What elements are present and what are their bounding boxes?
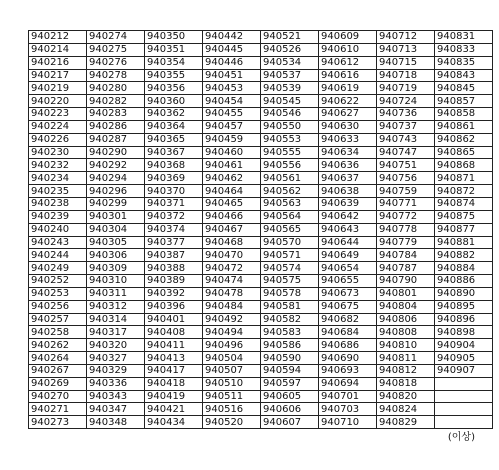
table-cell: 940446 (203, 56, 261, 69)
table-cell: 940520 (203, 416, 261, 429)
table-cell: 940586 (261, 339, 319, 352)
table-cell: 940262 (29, 339, 87, 352)
table-cell: 940286 (87, 120, 145, 133)
table-cell: 940347 (87, 403, 145, 416)
table-cell: 940238 (29, 197, 87, 210)
table-cell: 940314 (87, 313, 145, 326)
table-cell: 940455 (203, 108, 261, 121)
table-cell: 940327 (87, 352, 145, 365)
table-row (29, 377, 493, 390)
table-cell: 940808 (377, 326, 435, 339)
table-row (29, 43, 493, 56)
table-cell: 940890 (435, 287, 493, 300)
table-cell: 940413 (145, 352, 203, 365)
table-row (29, 352, 493, 365)
table-cell: 940896 (435, 313, 493, 326)
table-cell: 940712 (377, 31, 435, 44)
table-row (29, 339, 493, 352)
table-cell: 940224 (29, 120, 87, 133)
table-cell: 940875 (435, 210, 493, 223)
table-cell: 940256 (29, 300, 87, 313)
table-cell: 940271 (29, 403, 87, 416)
table-cell: 940299 (87, 197, 145, 210)
table-cell: 940616 (319, 69, 377, 82)
table-row (29, 133, 493, 146)
table-cell: 940418 (145, 377, 203, 390)
table-cell: 940470 (203, 249, 261, 262)
table-cell: 940419 (145, 390, 203, 403)
table-cell: 940756 (377, 172, 435, 185)
table-row (29, 108, 493, 121)
table-cell: 940612 (319, 56, 377, 69)
table-cell: 940280 (87, 82, 145, 95)
table-cell: 940310 (87, 275, 145, 288)
table-cell: 940607 (261, 416, 319, 429)
table-cell: 940362 (145, 108, 203, 121)
table-cell: 940454 (203, 95, 261, 108)
table-cell: 940243 (29, 236, 87, 249)
table-row (29, 56, 493, 69)
table-cell: 940546 (261, 108, 319, 121)
table-cell: 940356 (145, 82, 203, 95)
table-cell: 940655 (319, 275, 377, 288)
table-cell: 940304 (87, 223, 145, 236)
table-cell: 940329 (87, 364, 145, 377)
table-cell: 940877 (435, 223, 493, 236)
table-cell: 940283 (87, 108, 145, 121)
table-cell: 940737 (377, 120, 435, 133)
table-cell: 940311 (87, 287, 145, 300)
table-cell: 940364 (145, 120, 203, 133)
table-cell: 940905 (435, 352, 493, 365)
table-cell: 940882 (435, 249, 493, 262)
table-cell: 940214 (29, 43, 87, 56)
table-cell: 940553 (261, 133, 319, 146)
table-cell: 940273 (29, 416, 87, 429)
table-cell: 940287 (87, 133, 145, 146)
table-cell: 940606 (261, 403, 319, 416)
table-row (29, 223, 493, 236)
table-cell: 940294 (87, 172, 145, 185)
table-cell: 940496 (203, 339, 261, 352)
table-cell: 940710 (319, 416, 377, 429)
table-cell: 940627 (319, 108, 377, 121)
table-cell: 940884 (435, 262, 493, 275)
table-cell: 940370 (145, 185, 203, 198)
table-row (29, 146, 493, 159)
table-cell: 940217 (29, 69, 87, 82)
table-row (29, 416, 493, 429)
table-cell: 940824 (377, 403, 435, 416)
table-cell: 940684 (319, 326, 377, 339)
table-cell: 940862 (435, 133, 493, 146)
table-cell: 940633 (319, 133, 377, 146)
table-cell: 940872 (435, 185, 493, 198)
table-cell: 940787 (377, 262, 435, 275)
table-cell: 940472 (203, 262, 261, 275)
table-cell: 940507 (203, 364, 261, 377)
table-cell: 940216 (29, 56, 87, 69)
table-cell: 940638 (319, 185, 377, 198)
table-cell: 940690 (319, 352, 377, 365)
table-cell: 940811 (377, 352, 435, 365)
table-cell: 940371 (145, 197, 203, 210)
table-cell: 940868 (435, 159, 493, 172)
table-cell: 940574 (261, 262, 319, 275)
table-cell: 940829 (377, 416, 435, 429)
table-cell: 940461 (203, 159, 261, 172)
table-row (29, 275, 493, 288)
table-cell: 940460 (203, 146, 261, 159)
table-cell: 940377 (145, 236, 203, 249)
table-cell: 940484 (203, 300, 261, 313)
table-cell: 940861 (435, 120, 493, 133)
table-cell: 940759 (377, 185, 435, 198)
table-cell: 940276 (87, 56, 145, 69)
table-row (29, 390, 493, 403)
table-cell: 940605 (261, 390, 319, 403)
table-cell: 940537 (261, 69, 319, 82)
table-cell: 940555 (261, 146, 319, 159)
table-cell: 940578 (261, 287, 319, 300)
table-cell: 940320 (87, 339, 145, 352)
table-cell: 940296 (87, 185, 145, 198)
table-cell: 940857 (435, 95, 493, 108)
table-cell: 940771 (377, 197, 435, 210)
table-cell: 940719 (377, 82, 435, 95)
table-cell: 940282 (87, 95, 145, 108)
table-cell: 940348 (87, 416, 145, 429)
table-cell: 940820 (377, 390, 435, 403)
table-cell: 940784 (377, 249, 435, 262)
table-cell: 940845 (435, 82, 493, 95)
table-cell: 940831 (435, 31, 493, 44)
table-cell: 940550 (261, 120, 319, 133)
table-cell: 940453 (203, 82, 261, 95)
table-cell: 940583 (261, 326, 319, 339)
table-cell: 940510 (203, 377, 261, 390)
table-cell: 940751 (377, 159, 435, 172)
table-cell: 940389 (145, 275, 203, 288)
table-body (29, 31, 493, 429)
table-cell: 940290 (87, 146, 145, 159)
table-cell: 940462 (203, 172, 261, 185)
table-cell: 940258 (29, 326, 87, 339)
table-row (29, 262, 493, 275)
table-cell: 940636 (319, 159, 377, 172)
table-cell: 940421 (145, 403, 203, 416)
table-cell: 940232 (29, 159, 87, 172)
table-cell: 940630 (319, 120, 377, 133)
table-cell: 940561 (261, 172, 319, 185)
table-cell: 940494 (203, 326, 261, 339)
table-cell: 940865 (435, 146, 493, 159)
table-cell: 940417 (145, 364, 203, 377)
table-cell: 940804 (377, 300, 435, 313)
table-cell: 940622 (319, 95, 377, 108)
table-row (29, 313, 493, 326)
table-cell: 940408 (145, 326, 203, 339)
table-row (29, 326, 493, 339)
table-cell: 940886 (435, 275, 493, 288)
table-cell: 940673 (319, 287, 377, 300)
table-cell: 940434 (145, 416, 203, 429)
table-cell: 940306 (87, 249, 145, 262)
table-cell: 940212 (29, 31, 87, 44)
table-cell: 940526 (261, 43, 319, 56)
table-cell (435, 377, 493, 390)
table-cell: 940235 (29, 185, 87, 198)
table-row (29, 69, 493, 82)
table-cell: 940309 (87, 262, 145, 275)
table-cell: 940564 (261, 210, 319, 223)
table-cell: 940278 (87, 69, 145, 82)
table-row (29, 210, 493, 223)
table-cell: 940693 (319, 364, 377, 377)
table-cell: 940619 (319, 82, 377, 95)
table-cell: 940464 (203, 185, 261, 198)
table-cell (435, 390, 493, 403)
table-cell: 940269 (29, 377, 87, 390)
table-row (29, 185, 493, 198)
table-cell: 940747 (377, 146, 435, 159)
table-cell: 940643 (319, 223, 377, 236)
table-cell: 940637 (319, 172, 377, 185)
table-cell: 940219 (29, 82, 87, 95)
table-row (29, 197, 493, 210)
table-cell: 940639 (319, 197, 377, 210)
table-cell: 940778 (377, 223, 435, 236)
table-cell: 940570 (261, 236, 319, 249)
table-cell: 940779 (377, 236, 435, 249)
table-cell: 940642 (319, 210, 377, 223)
table-cell: 940649 (319, 249, 377, 262)
table-cell: 940401 (145, 313, 203, 326)
table-row (29, 236, 493, 249)
table-cell: 940465 (203, 197, 261, 210)
table-cell: 940343 (87, 390, 145, 403)
table-cell: 940387 (145, 249, 203, 262)
table-cell: 940790 (377, 275, 435, 288)
table-cell (435, 403, 493, 416)
table-cell: 940367 (145, 146, 203, 159)
table-cell: 940355 (145, 69, 203, 82)
table-cell: 940556 (261, 159, 319, 172)
table-cell: 940898 (435, 326, 493, 339)
table-cell: 940594 (261, 364, 319, 377)
table-cell: 940907 (435, 364, 493, 377)
table-cell: 940374 (145, 223, 203, 236)
table-row (29, 95, 493, 108)
table-cell: 940360 (145, 95, 203, 108)
table-cell: 940743 (377, 133, 435, 146)
closing-note: (이상) (447, 432, 475, 443)
table-cell: 940713 (377, 43, 435, 56)
table-cell: 940317 (87, 326, 145, 339)
table-row (29, 287, 493, 300)
table-cell: 940457 (203, 120, 261, 133)
table-cell: 940644 (319, 236, 377, 249)
table-cell: 940240 (29, 223, 87, 236)
table-row (29, 82, 493, 95)
table-cell: 940223 (29, 108, 87, 121)
table-row (29, 31, 493, 44)
table-row (29, 364, 493, 377)
table-cell: 940468 (203, 236, 261, 249)
table-cell: 940459 (203, 133, 261, 146)
table-cell: 940292 (87, 159, 145, 172)
table-cell: 940267 (29, 364, 87, 377)
table-row (29, 159, 493, 172)
table-cell: 940904 (435, 339, 493, 352)
table-cell: 940575 (261, 275, 319, 288)
table-cell: 940812 (377, 364, 435, 377)
table-cell: 940396 (145, 300, 203, 313)
table-cell: 940365 (145, 133, 203, 146)
table-cell: 940368 (145, 159, 203, 172)
table-cell: 940467 (203, 223, 261, 236)
table-cell: 940442 (203, 31, 261, 44)
table-cell: 940275 (87, 43, 145, 56)
table-cell: 940718 (377, 69, 435, 82)
table-cell: 940411 (145, 339, 203, 352)
table-cell: 940634 (319, 146, 377, 159)
table-cell: 940230 (29, 146, 87, 159)
table-cell: 940582 (261, 313, 319, 326)
table-cell: 940516 (203, 403, 261, 416)
table-cell: 940252 (29, 275, 87, 288)
table-cell: 940874 (435, 197, 493, 210)
table-cell: 940724 (377, 95, 435, 108)
table-cell: 940511 (203, 390, 261, 403)
table-cell: 940682 (319, 313, 377, 326)
table-cell: 940686 (319, 339, 377, 352)
table-cell: 940654 (319, 262, 377, 275)
table-cell: 940675 (319, 300, 377, 313)
table-cell: 940249 (29, 262, 87, 275)
table-cell: 940305 (87, 236, 145, 249)
table-cell: 940835 (435, 56, 493, 69)
table-cell: 940801 (377, 287, 435, 300)
table-cell: 940858 (435, 108, 493, 121)
table-cell: 940571 (261, 249, 319, 262)
table-cell: 940388 (145, 262, 203, 275)
table-row (29, 300, 493, 313)
table-cell: 940694 (319, 377, 377, 390)
table-cell: 940312 (87, 300, 145, 313)
table-cell: 940581 (261, 300, 319, 313)
table-cell: 940562 (261, 185, 319, 198)
table-cell: 940270 (29, 390, 87, 403)
table-cell: 940534 (261, 56, 319, 69)
table-cell (435, 416, 493, 429)
table-cell: 940234 (29, 172, 87, 185)
table-cell: 940895 (435, 300, 493, 313)
table-cell: 940871 (435, 172, 493, 185)
table-cell: 940264 (29, 352, 87, 365)
table-cell: 940257 (29, 313, 87, 326)
table-cell: 940392 (145, 287, 203, 300)
table-cell: 940539 (261, 82, 319, 95)
table-cell: 940881 (435, 236, 493, 249)
table-cell: 940563 (261, 197, 319, 210)
table-cell: 940818 (377, 377, 435, 390)
table-cell: 940545 (261, 95, 319, 108)
table-cell: 940372 (145, 210, 203, 223)
table-cell: 940244 (29, 249, 87, 262)
table-cell: 940736 (377, 108, 435, 121)
code-number-table (28, 30, 493, 429)
table-cell: 940833 (435, 43, 493, 56)
table-row (29, 120, 493, 133)
table-cell: 940445 (203, 43, 261, 56)
table-cell: 940369 (145, 172, 203, 185)
table-cell: 940239 (29, 210, 87, 223)
table-cell: 940565 (261, 223, 319, 236)
table-cell: 940843 (435, 69, 493, 82)
table-cell: 940474 (203, 275, 261, 288)
table-cell: 940609 (319, 31, 377, 44)
table-cell: 940350 (145, 31, 203, 44)
table-cell: 940810 (377, 339, 435, 352)
table-cell: 940715 (377, 56, 435, 69)
table-cell: 940590 (261, 352, 319, 365)
table-cell: 940597 (261, 377, 319, 390)
table-row (29, 172, 493, 185)
table-cell: 940610 (319, 43, 377, 56)
table-cell: 940301 (87, 210, 145, 223)
table-cell: 940354 (145, 56, 203, 69)
table-cell: 940492 (203, 313, 261, 326)
table-cell: 940466 (203, 210, 261, 223)
table-row (29, 249, 493, 262)
table-cell: 940451 (203, 69, 261, 82)
table-cell: 940521 (261, 31, 319, 44)
table-cell: 940253 (29, 287, 87, 300)
table-cell: 940351 (145, 43, 203, 56)
table-cell: 940701 (319, 390, 377, 403)
table-cell: 940220 (29, 95, 87, 108)
table-cell: 940336 (87, 377, 145, 390)
table-cell: 940703 (319, 403, 377, 416)
table-cell: 940772 (377, 210, 435, 223)
table-cell: 940226 (29, 133, 87, 146)
table-cell: 940504 (203, 352, 261, 365)
table-cell: 940274 (87, 31, 145, 44)
table-cell: 940478 (203, 287, 261, 300)
table-row (29, 403, 493, 416)
table-cell: 940806 (377, 313, 435, 326)
